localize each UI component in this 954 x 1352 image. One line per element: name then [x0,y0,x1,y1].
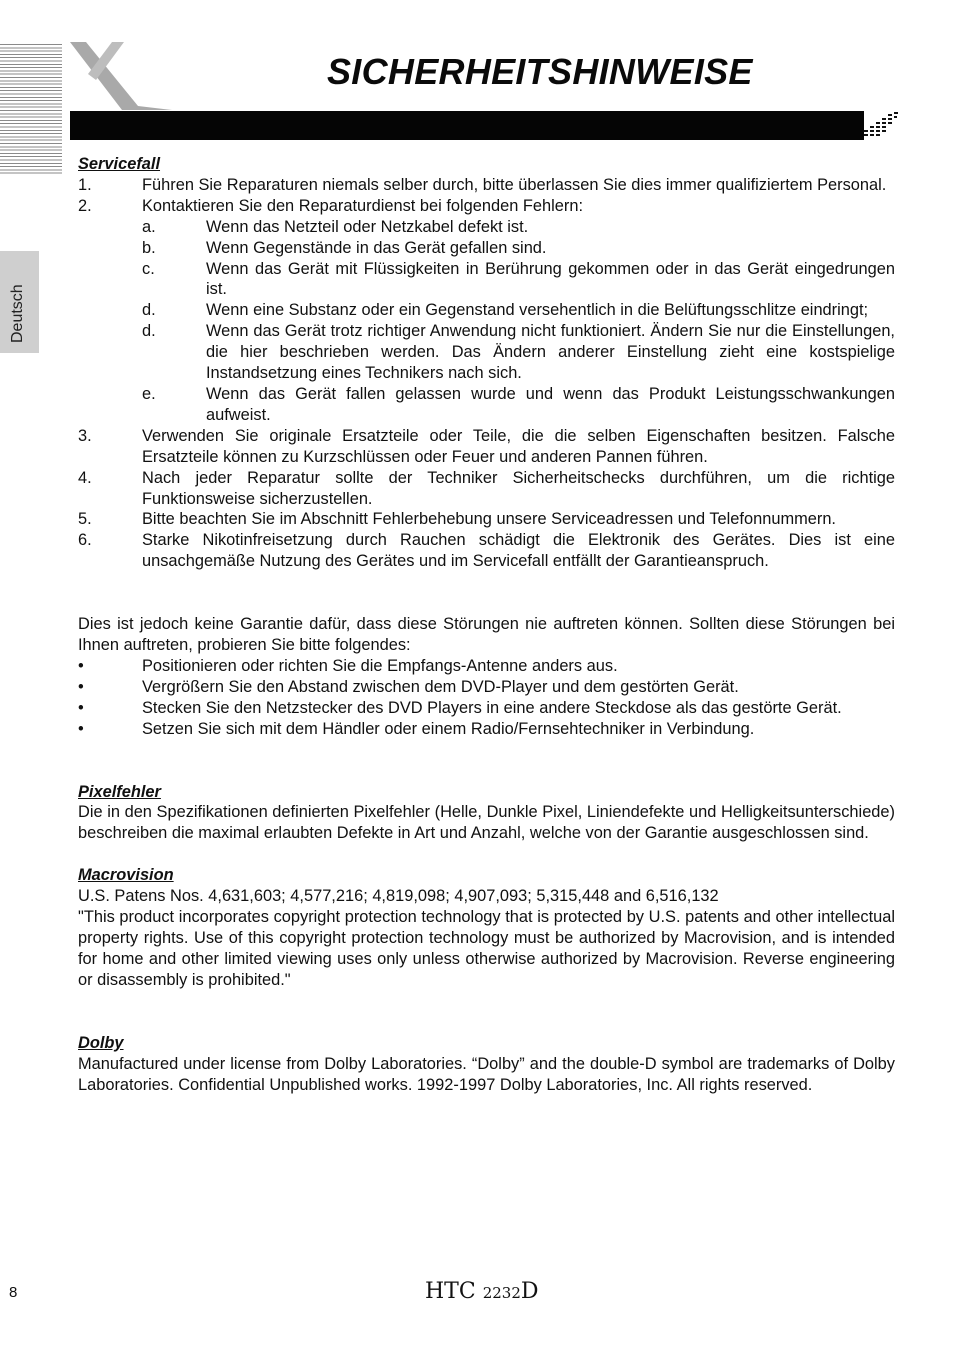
bullet-icon: • [78,698,84,717]
sub-list-item [78,384,895,426]
pixelfehler-heading: Pixelfehler [78,782,161,801]
dolby-heading: Dolby [78,1033,124,1052]
list-item [78,426,895,468]
bullet-icon: • [78,656,84,675]
bullet-item [78,677,895,698]
sub-item-text: Wenn eine Substanz oder ein Gegenstand versehentlich in die Belüftungsschlitze eindringt; [206,301,869,320]
list-item [78,196,895,217]
item-text: Bitte beachten Sie im Abschnitt Fehlerbehebung unsere Serviceadressen und Telefonnummern. [142,510,836,529]
dolby-text: Manufactured under license from Dolby Laboratories. “Dolby” and the double-D symbol are trademarks of Dolby Laboratories. Confidential Unpublished works. 1992-1997 Dolby Laboratories, Inc. All rights reserved. [78,1054,895,1094]
item-text: Nach jeder Reparatur sollte der Techniker Sicherheitschecks durchführen, um die richtige Funktionsweise sicherzustellen. [142,468,895,508]
bar-halftone-decoration [862,111,902,140]
bullet-text: Setzen Sie sich mit dem Händler oder einem Radio/Fernsehtechniker in Verbindung. [142,719,755,738]
title-bar [70,111,864,140]
macrovision-text: "This product incorporates copyright protection technology that is protected by U.S. patents and other intellectual property rights. Use of this copyright protection technology must be authorized by Macrovision, and is intended for home and other limited viewing uses only unless otherwise authorized by Macrovision. Reverse engineering or disassembly is prohibited." [78,908,895,989]
item-text: Verwenden Sie originale Ersatzteile oder Teile, die die selben Eigenschaften besitzen. Falsche Ersatzteile können zu Kurzschlüssen oder Feuer und anderen Pannen führen. [142,426,895,466]
bullet-icon: • [78,719,84,738]
bullet-item [78,698,895,719]
bullet-text: Vergrößern Sie den Abstand zwischen dem DVD-Player und dem gestörten Gerät. [142,677,739,696]
interference-intro: Dies ist jedoch keine Garantie dafür, dass diese Störungen nie auftreten können. Sollten diese Störungen bei Ihnen auftreten, probieren Sie bitte folgendes: [78,615,895,655]
servicefall-heading: Servicefall [78,155,161,173]
model-suffix: D [520,1279,539,1304]
page-content [78,154,895,1095]
sub-item-text: Wenn das Gerät fallen gelassen wurde und wenn das Produkt Leistungsschwankungen aufweist. [206,384,895,424]
sub-item-letter: c. [142,259,155,278]
bullet-item [78,656,895,677]
item-text: Kontaktieren Sie den Reparaturdienst bei folgenden Fehlern: [142,196,584,215]
item-text: Starke Nikotinfreisetzung durch Rauchen schädigt die Elektronik des Gerätes. Dies ist eine unsachgemäße Nutzung des Gerätes und im Servicefall entfällt der Garantieanspruch. [142,531,895,571]
item-number: 3. [78,426,92,445]
page-title: SICHERHEITSHINWEISE [327,51,753,92]
bullet-item [78,719,895,740]
bullet-text: Positionieren oder richten Sie die Empfangs-Antenne anders aus. [142,656,618,675]
list-item [78,530,895,572]
sub-item-letter: a. [142,217,156,236]
macrovision-patents: U.S. Patens Nos. 4,631,603; 4,577,216; 4,819,098; 4,907,093; 5,315,448 and 6,516,132 [78,887,719,906]
sub-item-letter: b. [142,238,156,257]
list-item [78,175,895,196]
sub-item-letter: d. [142,301,156,320]
header-stripes [0,44,62,174]
model-number: 2232 [482,1284,521,1302]
sub-list-item [78,300,895,321]
item-number: 5. [78,510,92,529]
item-number: 4. [78,468,92,487]
item-number: 2. [78,196,92,215]
sub-list-item [78,238,895,259]
item-number: 6. [78,531,92,550]
sub-list-item [78,321,895,384]
sub-item-text: Wenn das Gerät trotz richtiger Anwendung nicht funktioniert. Ändern Sie nur die Einstellungen, die hier beschrieben werden. Das Ändern anderer Einstellung zieht eine kostspielige Instandsetzung eines Technikers nach sich. [206,322,895,383]
sub-list-item [78,217,895,238]
sub-item-text: Wenn das Netzteil oder Netzkabel defekt ist. [206,217,529,236]
bullet-text: Stecken Sie den Netzstecker des DVD Players in eine andere Steckdose als das gestörte Gerät. [142,698,842,717]
sub-item-text: Wenn Gegenstände in das Gerät gefallen sind. [206,238,547,257]
model-name [425,1278,539,1307]
brand-x-logo-icon [66,40,172,112]
pixelfehler-text: Die in den Spezifikationen definierten Pixelfehler (Helle, Dunkle Pixel, Liniendefekte und Helligkeitsunterschiede) beschreiben die maximal erlaubten Defekte in Art und Anzahl, welche von der Garantie ausgeschlossen sind. [78,803,895,843]
item-number: 1. [78,175,92,194]
sub-item-letter: e. [142,384,156,403]
model-prefix: HTC [425,1279,483,1304]
list-item [78,509,895,530]
sub-item-letter: d. [142,322,156,341]
sub-list-item [78,259,895,301]
item-text: Führen Sie Reparaturen niemals selber durch, bitte überlassen Sie dies immer qualifiziertem Personal. [142,175,887,194]
list-item [78,468,895,510]
bullet-icon: • [78,677,84,696]
page-number: 8 [9,1284,18,1301]
sub-item-text: Wenn das Gerät mit Flüssigkeiten in Berührung gekommen oder in das Gerät eingedrungen ist. [206,259,895,299]
macrovision-heading: Macrovision [78,866,174,885]
language-side-label: Deutsch [9,284,26,343]
